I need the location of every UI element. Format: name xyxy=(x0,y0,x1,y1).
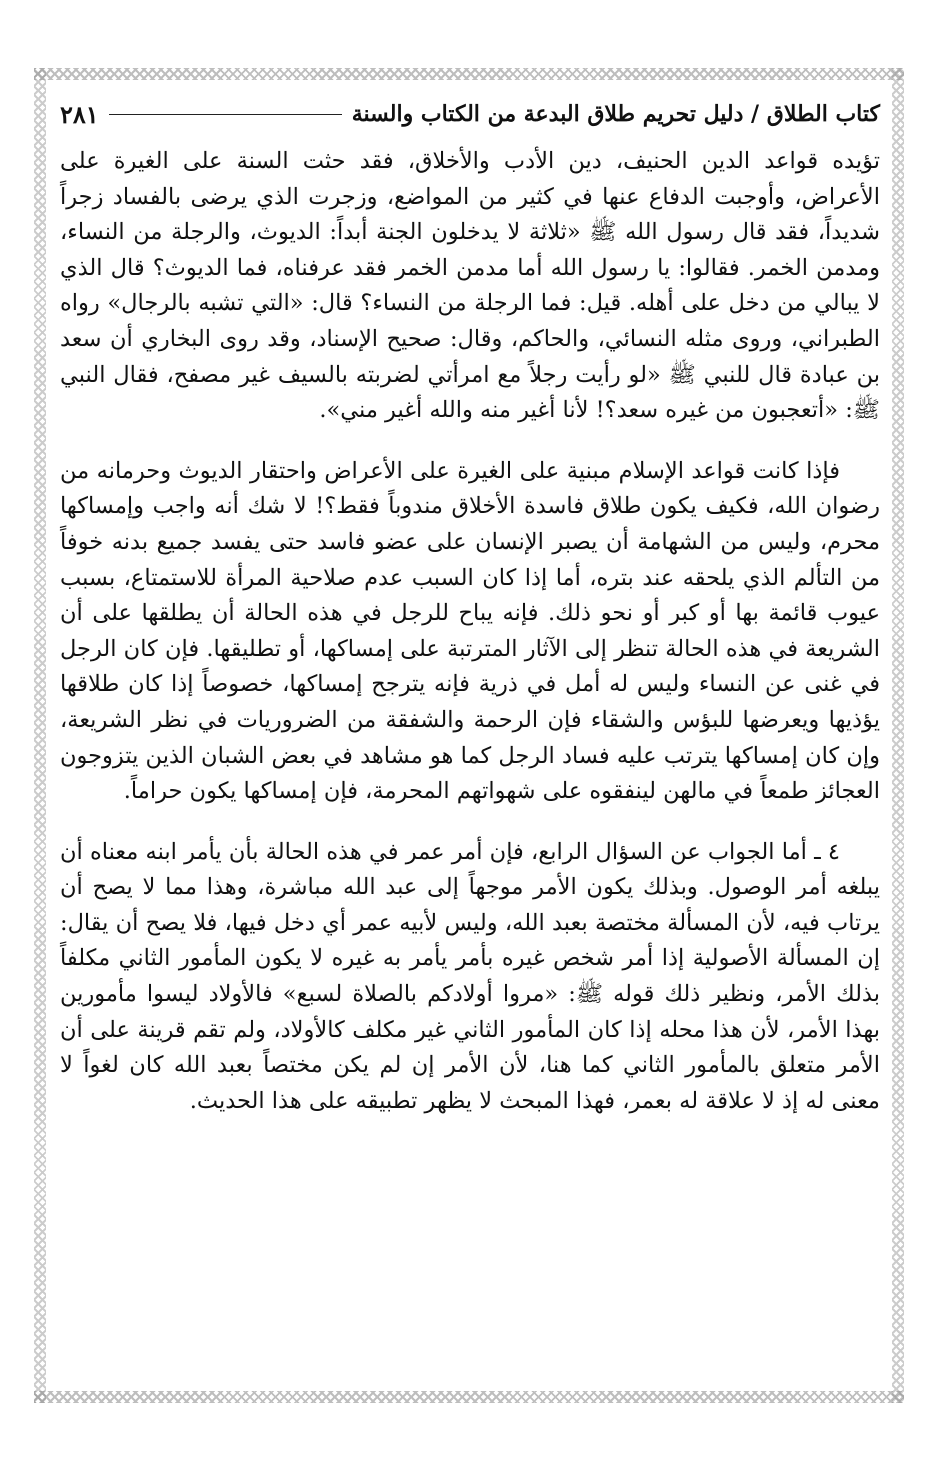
header-rule xyxy=(109,114,342,115)
running-header-title: كتاب الطلاق / دليل تحريم طلاق البدعة من الكتاب والسنة xyxy=(351,101,880,127)
decorative-border-bottom xyxy=(34,1391,904,1403)
page-number: ٢٨١ xyxy=(60,99,99,129)
decorative-border-left xyxy=(34,68,46,1403)
decorative-border-top xyxy=(34,68,904,80)
book-page xyxy=(60,92,880,1119)
running-header xyxy=(60,92,880,136)
paragraph-3: ٤ ـ أما الجواب عن السؤال الرابع، فإن أمر عمر في هذه الحالة بأن يأمر ابنه معناه أن يبلغه أمر الوصول. وبذلك يكون الأمر موجهاً إلى عبد الله مباشرة، وهذا مما لا يصح أن يرتاب فيه، لأن المسألة مختصة بعبد الله، وليس لأبيه عمر أي دخل فيها، فلا يصح أن يقال: إن المسألة الأصولية إذا أمر شخص غيره بأمر يأمر به غيره لا يكون المأمور الثاني مكلفاً بذلك الأمر، ونظير ذلك قوله ﷺ: «مروا أولادكم بالصلاة لسبع» فالأولاد ليسوا مأمورين بهذا الأمر، لأن هذا محله إذا كان المأمور الثاني غير مكلف كالأولاد، ولم تقم قرينة على أن الأمر متعلق بالمأمور الثاني كما هنا، لأن الأمر إن لم يكن مختصاً بعبد الله كان لغواً لا معنى له إذ لا علاقة له بعمر، فهذا المبحث لا يظهر تطبيقه على هذا الحديث. xyxy=(60,838,880,1114)
decorative-border-right xyxy=(892,68,904,1403)
paragraph-1: تؤيده قواعد الدين الحنيف، دين الأدب والأخلاق، فقد حثت السنة على الغيرة على الأعراض، وأوجبت الدفاع عنها في كثير من المواضع، وزجرت الذي يرضى بالفساد زجراً شديداً، فقد قال رسول الله ﷺ «ثلاثة لا يدخلون الجنة أبداً: الديوث، والرجلة من النساء، ومدمن الخمر. فقالوا: يا رسول الله أما مدمن الخمر فقد عرفناه، فما الديوث؟ قال الذي لا يبالي من دخل على أهله. قيل: فما الرجلة من النساء؟ قال: «التي تشبه بالرجال» رواه الطبراني، وروى مثله النسائي، والحاكم، وقال: صحيح الإسناد، وقد روى البخاري أن سعد بن عبادة قال للنبي ﷺ «لو رأيت رجلاً مع امرأتي لضربته بالسيف غير مصفح، فقال النبي ﷺ: «أتعجبون من غيره سعد؟! لأنا أغير منه والله أغير مني». xyxy=(60,148,880,424)
paragraph-2: فإذا كانت قواعد الإسلام مبنية على الغيرة على الأعراض واحتقار الديوث وحرمانه من رضوان الله، فكيف يكون طلاق فاسدة الأخلاق مندوباً فقط؟! لا شك أنه واجب وإمساكها محرم، وليس من الشهامة أن يصبر الإنسان على عضو فاسد حتى يفسد جميع بدنه خوفاً من التألم الذي يلحقه عند بتره، أما إذا كان السبب عدم صلاحية المرأة للاستمتاع، بسبب عيوب قائمة بها أو كبر أو نحو ذلك. فإنه يباح للرجل في هذه الحالة أن يطلقها على أن الشريعة في هذه الحالة تنظر إلى الآثار المترتبة على إمساكها، أو تطليقها. فإن كان الرجل في غنى عن النساء وليس له أمل في ذرية فإنه يترجح إمساكها، خصوصاً إذا كان طلاقها يؤذيها ويعرضها للبؤس والشقاء فإن الرحمة والشفقة من الضروريات في نظر الشريعة، وإن كان إمساكها يترتب عليه فساد الرجل كما هو مشاهد في بعض الشبان الذين يتزوجون العجائز طمعاً في مالهن لينفقوه على شهواتهم المحرمة، فإن إمساكها يكون حراماً. xyxy=(60,457,880,805)
